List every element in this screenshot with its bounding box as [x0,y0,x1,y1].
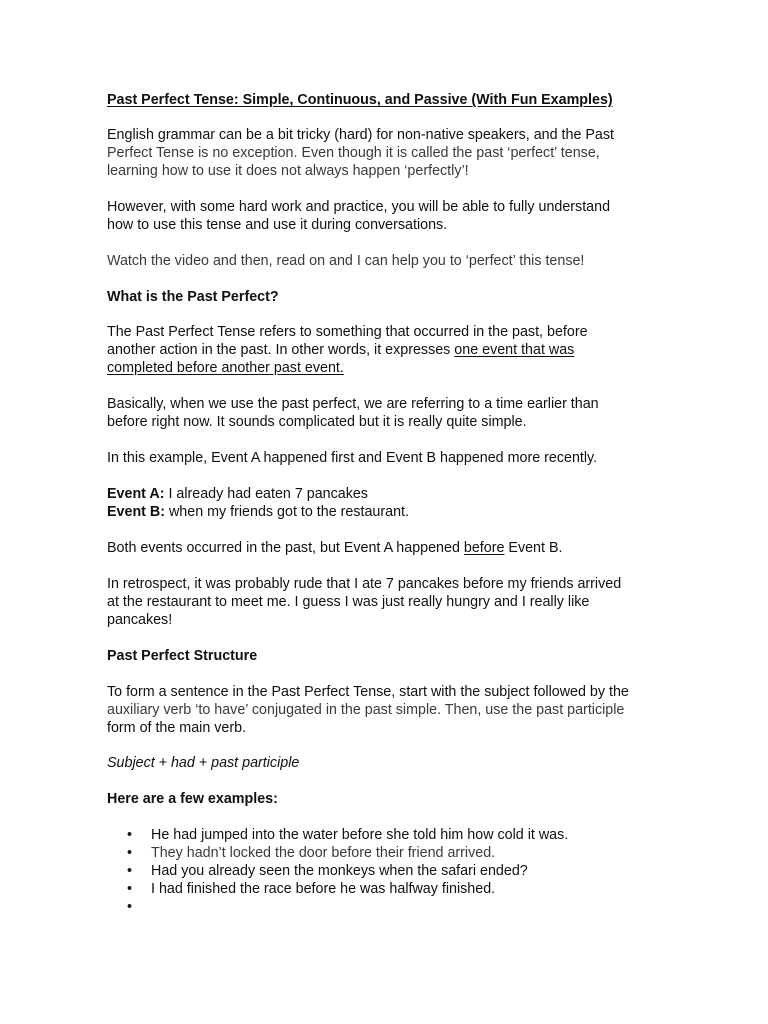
bullet-icon: • [127,899,133,915]
bullet-icon: • [127,881,133,897]
both-events-line [107,540,562,558]
both-events-end: Event B. [504,540,563,556]
watch-video-line: Watch the video and then, read on and I can help you to ‘perfect’ this tense! [107,253,585,269]
example-text: Had you already seen the monkeys when the safari ended? [151,863,528,879]
bullet-icon: • [127,845,133,861]
definition-emphasis: one event that was [454,342,575,358]
before-emphasis: before [463,540,505,556]
retrospect-line-3: pancakes! [107,612,173,628]
event-b-text: when my friends got to the restaurant. [165,504,409,520]
example-text: He had jumped into the water before she told him how cold it was. [151,827,569,843]
practice-line-1: However, with some hard work and practice, you will be able to fully understand [107,199,611,215]
bullet-icon: • [127,863,133,879]
bullet-icon: • [127,827,133,843]
intro-line-1: English grammar can be a bit tricky (hard) for non-native speakers, and the Past [107,127,614,143]
example-text: I had finished the race before he was halfway finished. [151,881,496,897]
document-title: Past Perfect Tense: Simple, Continuous, and Passive (With Fun Examples) [107,92,613,108]
definition-line-1: The Past Perfect Tense refers to something that occurred in the past, before [107,324,588,340]
basically-line-1: Basically, when we use the past perfect, we are referring to a time earlier than [107,396,599,412]
event-a-text: I already had eaten 7 pancakes [164,486,368,502]
event-b-line [107,504,409,522]
structure-line-2: auxiliary verb ‘to have’ conjugated in the past simple. Then, use the past participle [107,702,625,718]
definition-text: another action in the past. In other words, it expresses [107,342,455,358]
structure-formula: Subject + had + past participle [107,755,300,771]
event-a-label: Event A: [107,486,165,502]
examples-heading: Here are a few examples: [107,791,278,807]
example-intro: In this example, Event A happened first and Event B happened more recently. [107,450,598,466]
both-events-text: Both events occurred in the past, but Event A happened [107,540,464,556]
retrospect-line-2: at the restaurant to meet me. I guess I was just really hungry and I really like [107,594,590,610]
structure-heading: Past Perfect Structure [107,648,258,664]
practice-line-2: how to use this tense and use it during conversations. [107,217,448,233]
retrospect-line-1: In retrospect, it was probably rude that I ate 7 pancakes before my friends arrived [107,576,622,592]
structure-line-3: form of the main verb. [107,720,247,736]
structure-line-1: To form a sentence in the Past Perfect Tense, start with the subject followed by the [107,684,629,700]
basically-line-2: before right now. It sounds complicated but it is really quite simple. [107,414,527,430]
event-a-line [107,486,368,504]
definition-line-2 [107,342,574,360]
definition-line-3: completed before another past event. [107,360,344,376]
intro-line-3: learning how to use it does not always happen ‘perfectly’! [107,163,469,179]
what-is-heading: What is the Past Perfect? [107,289,279,305]
event-b-label: Event B: [107,504,165,520]
example-text: They hadn’t locked the door before their friend arrived. [151,845,496,861]
intro-line-2: Perfect Tense is no exception. Even though it is called the past ‘perfect’ tense, [107,145,600,161]
